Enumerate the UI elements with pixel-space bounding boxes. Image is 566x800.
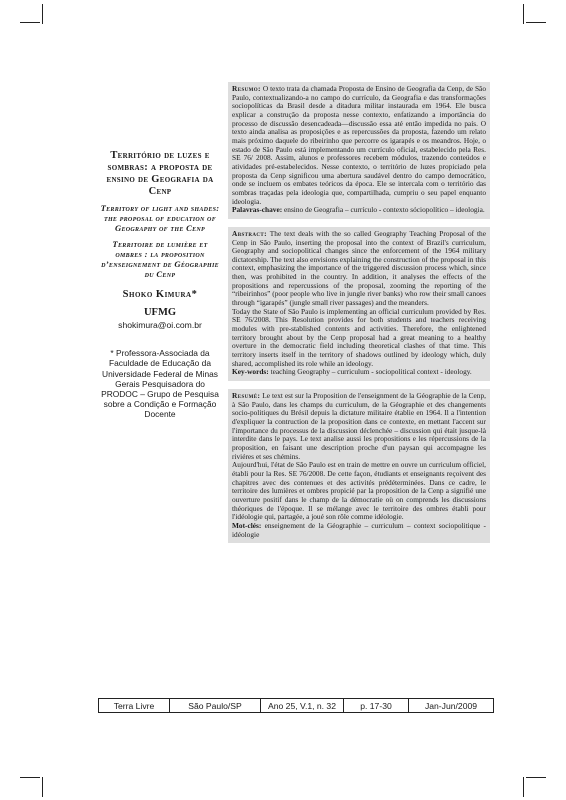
footer-volume: Ano 25, V.1, n. 32 xyxy=(261,699,344,712)
journal-footer xyxy=(98,698,494,713)
footer-place: São Paulo/SP xyxy=(170,699,261,712)
abstract-text xyxy=(232,230,486,308)
resume-text-2: Aujourd'hui, l'état de São Paulo est en train de mettre en ouvre un curriculum officiel, établi pour la Res. SE 76/2008. De cette façon, étudiants et enseignants reçoivent des chapitres avec des contenues et des activités prédéterminées. Dans ce cadre, le territoire des lumières et ombres propicié par la proposition de la Cenp a signifié une ouverture positif dans le champ de la démocratie où on comprends les discussions théoriques de l'époque. Il se mélange avec le territoire des ombres établi pour l'idéologie qui, partagée, a joué son rôle comme idéologie. xyxy=(232,460,486,522)
resume-box xyxy=(228,389,490,543)
abstract-text-2: Today the State of São Paulo is implementing an official curriculum provided by Res. SE 76/2008. This Resolution provides for both students and teachers receiving modules with pre-stablished contents and activities. Therefore, the enlightened territory brought about by the Cenp proposal had a great meaning to a healthy overture in the democratic field including theoretical clashes of that time. This territory inserts itself in the territory of shadows outlined by ideology which, duly shared, accomplished its role while an ideology. xyxy=(232,306,486,368)
resumo-body: O texto trata da chamada Proposta de Ensino de Geografia da Cenp, de São Paulo, contextualizando-a no campo do currículo, da Geografia e das transformações sociopolíticas da Brasil desde a ditadura militar instaurada em 1964. Ele busca explicar a construção da proposta nesse contexto, enfatizando a importância do processo de discussão desencadeada—discussão essa até então impedida no país. O texto ainda analisa as proposições e as repercussões da proposta, fazendo um relato mais próximo daquele do ribeirinho que percorre os igarapés e os meandros. Hoje, o estado de São Paulo está implementando um currículo oficial, estabelecido pela Res. SE 76/ 2008. Assim, alunos e professores recebem módulos, trazendo conteúdos e atividades pré-estabelecidos. Nesse contexto, o território de luzes propiciado pela proposta da Cenp significou uma abertura saudável dentro do campo democrático, onde se incluem os embates teóricos da época. Ele se intercala com o território das sombras traçadas pela ideologia que, compartilhada, cumpriu o seu papel enquanto ideologia. xyxy=(232,84,486,206)
crop-mark xyxy=(20,777,40,778)
title-portuguese: Território de luzes e sombras: a proposta de ensino de Geografia da Cenp xyxy=(106,150,214,198)
resume-keywords xyxy=(232,522,486,539)
resume-text xyxy=(232,392,486,461)
abstract-keywords-label: Key-words: xyxy=(232,367,269,377)
title-french: Territoire de lumière et ombres : la proposition d’enseignement de Géographie du Cenp xyxy=(101,238,219,279)
author-footnote: * Professora-Associada da Faculdade de Educação da Universidade Federal de Minas Gerais Pesquisadora do PRODOC – Grupo de Pesquisa sobre a Condição e Formação Docente xyxy=(101,348,219,419)
resume-keywords-label: Mot-clés: xyxy=(232,520,262,530)
author-institution: UFMG xyxy=(143,307,177,319)
footer-journal: Terra Livre xyxy=(99,699,170,712)
resumo-text xyxy=(232,85,486,206)
crop-mark xyxy=(526,777,546,778)
crop-mark xyxy=(42,777,43,797)
resumo-box xyxy=(228,82,490,219)
author-name: Shoko Kimura* xyxy=(122,289,198,301)
crop-mark xyxy=(42,4,43,24)
resume-label: Resumé: xyxy=(232,391,261,400)
abstract-keywords-value: teaching Geography – curriculum - sociopolitical context - ideology. xyxy=(270,367,472,377)
footer-pages: p. 17-30 xyxy=(344,699,409,712)
footer-date: Jan-Jun/2009 xyxy=(424,700,478,711)
crop-mark xyxy=(526,22,546,23)
crop-mark xyxy=(523,777,524,797)
abstract-box xyxy=(228,227,490,381)
crop-mark xyxy=(523,4,524,24)
resume-keywords-value: enseignement de la Géographie – curriculum – context sociopolitique -idéologie xyxy=(232,520,486,539)
resume-body: Le text est sur la Proposition de l'enseignment de la Géographie de la Cenp, à São Paulo, dans les champs du curriculum, de la Géographie et des changements socio-politiques du Brésil depuis la dictature militaire établie en 1964. Il a l'intention d'expliquer la contruction de la proposition dans ce contexte, en mettant l'accent sur l'importance du processus de la discussion déclenchée – discussion qui était jusque-là interdite dans le pays. Le text analise aussi les propositions e les répercussions de la proposition, en faisant une description proche d'un paysan qui accompagne les riviéres et ses chémins. xyxy=(232,391,486,461)
author-email: shokimura@oi.com.br xyxy=(118,319,202,330)
crop-mark xyxy=(20,22,40,23)
abstract-body: The text deals with the so called Geography Teaching Proposal of the Cenp in São Paulo, inserting the proposal into the context of Brazil's curriculum, Geography and sociopolitical changes since the enforcement of the 1964 military dictatorship. The text also envisions explaining the construction of the proposal in this context, emphasizing the importance of the triggered discussion process which, since then, was prohibited in the country. In addition, it analyses the effects of the propositions and repercussions of the proposal, zooming the reporting of the “ribeirinhos” (poor people who live in jungle river banks) who row their small canoes through “igarapés” (jungle small river passages) and the meanders. xyxy=(232,228,486,308)
abstracts-column xyxy=(228,82,490,551)
resumo-keywords xyxy=(232,206,486,215)
title-english: Territory of light and shades: the proposal of education of Geography of the Cenp xyxy=(100,203,220,233)
abstract-label: Abstract: xyxy=(232,228,267,238)
resumo-label: Resumo: xyxy=(232,84,261,93)
title-block xyxy=(100,150,220,419)
resumo-keywords-value: ensino de Geografia – currículo - contexto sóciopolítico – ideologia. xyxy=(284,205,485,215)
resumo-keywords-label: Palavras-chave: xyxy=(232,205,283,215)
abstract-keywords xyxy=(232,368,486,377)
